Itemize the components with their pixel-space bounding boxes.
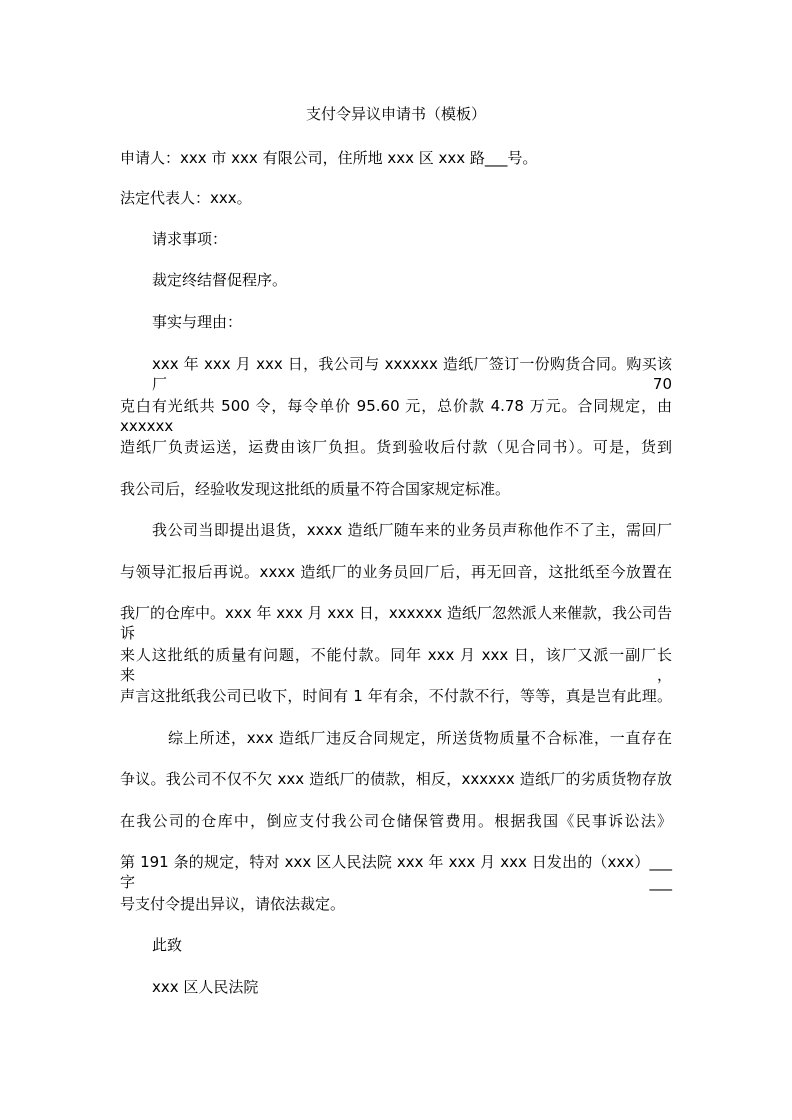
paragraph-1-line: 克白有光纸共 500 令，每令单价 95.60 元，总价款 4.78 万元。合同规定，由 xxxxxx bbox=[120, 397, 672, 435]
paragraph-2-line: 与领导汇报后再说。xxxx 造纸厂的业务员回厂后，再无回音，这批纸至今放置在 bbox=[120, 563, 672, 581]
paragraph-3-line: 综上所述，xxx 造纸厂违反合同规定，所送货物质量不合标准，一直存在 bbox=[168, 729, 672, 747]
paragraph-2-line: 我厂的仓库中。xxx 年 xxx 月 xxx 日，xxxxxx 造纸厂忽然派人来催款，我公司告诉 bbox=[120, 604, 672, 642]
applicant-line: 申请人：xxx 市 xxx 有限公司，住所地 xxx 区 xxx 路___号。 bbox=[120, 149, 538, 167]
request-body: 裁定终结督促程序。 bbox=[152, 271, 288, 289]
paragraph-2-line: 来人这批纸的质量有问题，不能付款。同年 xxx 月 xxx 日，该厂又派一副厂长来， bbox=[120, 646, 672, 684]
facts-heading: 事实与理由： bbox=[152, 313, 243, 331]
paragraph-2-line: 我公司当即提出退货，xxxx 造纸厂随车来的业务员声称他作不了主，需回厂 bbox=[152, 521, 672, 539]
legal-representative-line: 法定代表人：xxx。 bbox=[120, 189, 252, 207]
paragraph-1-line: 造纸厂负责运送，运费由该厂负担。货到验收后付款（见合同书）。可是，货到 bbox=[120, 438, 672, 456]
paragraph-2-line: 声言这批纸我公司已收下，时间有 1 年有余，不付款不行，等等，真是岂有此理。 bbox=[120, 687, 672, 705]
paragraph-3-line: 第 191 条的规定，特对 xxx 区人民法院 xxx 年 xxx 月 xxx 日发出的（xxx）___字___ bbox=[120, 853, 672, 891]
document-title: 支付令异议申请书（模板） bbox=[305, 105, 486, 123]
paragraph-3-line: 在我公司的仓库中，倒应支付我公司仓储保管费用。根据我国《民事诉讼法》 bbox=[120, 812, 672, 830]
court-addressee: xxx 区人民法院 bbox=[152, 978, 259, 996]
paragraph-3-line: 号支付令提出异议，请依法裁定。 bbox=[120, 895, 346, 913]
paragraph-3-line: 争议。我公司不仅不欠 xxx 造纸厂的债款，相反，xxxxxx 造纸厂的劣质货物存放 bbox=[120, 770, 672, 788]
paragraph-1-line: xxx 年 xxx 月 xxx 日，我公司与 xxxxxx 造纸厂签订一份购货合同。购买该厂 70 bbox=[152, 355, 672, 393]
closing-salutation: 此致 bbox=[152, 936, 183, 954]
request-heading: 请求事项： bbox=[152, 230, 228, 248]
paragraph-1-line: 我公司后，经验收发现这批纸的质量不符合国家规定标准。 bbox=[120, 480, 511, 498]
